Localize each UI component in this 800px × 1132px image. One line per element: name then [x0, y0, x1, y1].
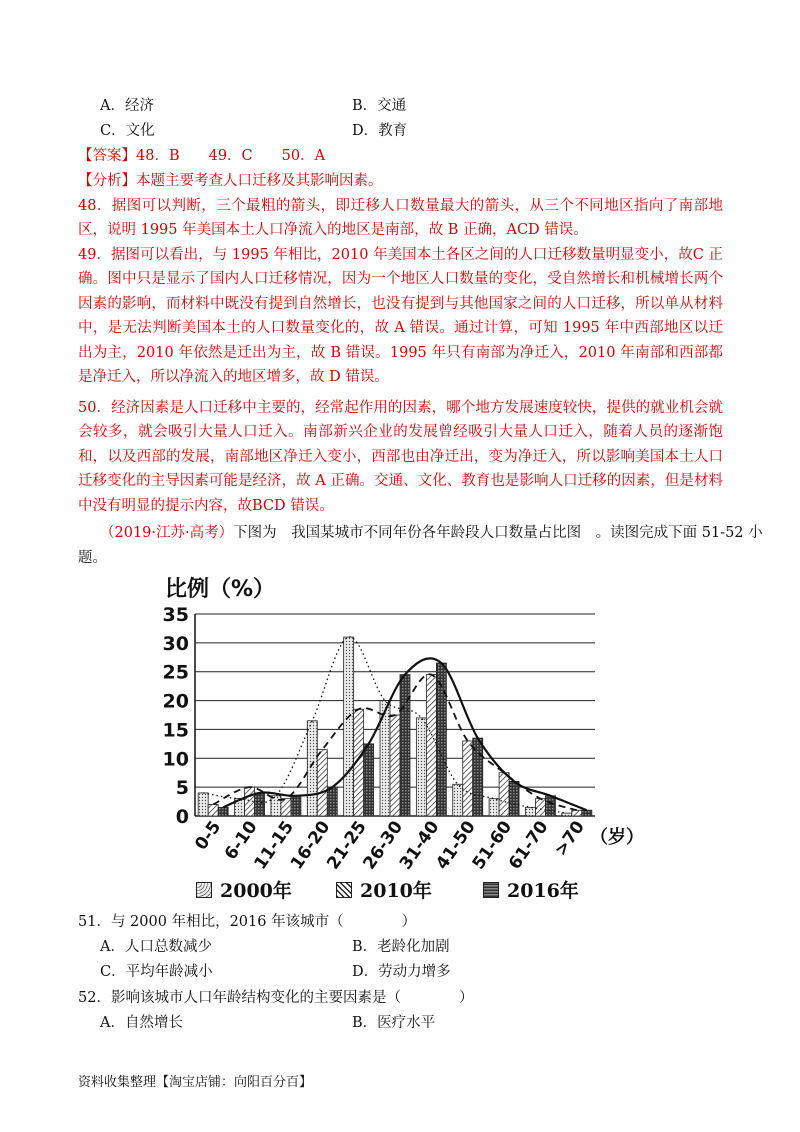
bar-2000年-31-40 [416, 718, 426, 816]
q51-option-b: B．老龄化加剧 [352, 939, 450, 955]
y-tick-label: 10 [162, 748, 189, 771]
bar-2000年-16-20 [307, 721, 317, 816]
q50-option-c: C．文化 [100, 123, 155, 139]
answer-line: 【答案】48．B 49．C 50．A [78, 148, 326, 164]
footer-note: 资料收集整理【淘宝店铺：向阳百分百】 [78, 1075, 313, 1090]
bar-2016年-51-60 [509, 781, 519, 816]
y-tick-label: 0 [175, 806, 189, 828]
x-tick-label: 26-30 [359, 817, 408, 874]
legend-2010 [336, 876, 432, 903]
x-tick-label: 41-50 [432, 817, 480, 874]
y-tick-label: 30 [162, 632, 189, 655]
x-tick-label: >70 [550, 817, 589, 860]
q52-option-b: B．医疗水平 [352, 1015, 436, 1031]
x-tick-label: 11-15 [250, 817, 299, 874]
bar-2000年->70 [562, 813, 572, 816]
explanation-49: 49．据图可以看出，与 1995 年相比，2010 年美国本土各区之间的人口迁移数量明显变小，故C 正确。图中只是显示了国内人口迁移情况，因为一个地区人口数量的变化，受自然增长和机械增长两个因素的影响，而材料中既没有提到自然增长，也没有提到与其他国家之间的人口迁移，所以单从材料中，是无法判断美国本土的人口数量变化的，故 A 错误。通过计算，可知 1995 年中西部地区以迁出为主，2010 年依然是迁出为主，故 B 错误。1995 年只有南部为净迁入，2010 年南部和西部都是净迁入，所以净流入的地区增多，故 D 错误。 [78, 247, 723, 386]
bar-2000年-41-50 [453, 784, 463, 816]
bar-2010年-26-30 [390, 715, 400, 816]
bar-2016年-11-15 [291, 796, 301, 816]
bar-2000年-61-70 [525, 807, 535, 816]
bar-2016年-61-70 [545, 796, 555, 816]
x-axis-unit: （岁） [590, 827, 644, 848]
intro-text: 下图为 我国某城市不同年份各年龄段人口数量占比图 。读图完成下面 51-52 小 [233, 525, 763, 541]
chart-title: 比例（%） [165, 577, 276, 602]
bar-2010年->70 [572, 810, 582, 816]
bar-2016年-26-30 [400, 675, 410, 816]
bar-2016年-0-5 [218, 807, 228, 816]
bar-2000年-21-25 [344, 637, 354, 816]
y-tick-label: 25 [162, 661, 189, 684]
x-tick-label: 51-60 [468, 817, 517, 874]
bar-2000年-51-60 [489, 799, 499, 816]
x-tick-label: 6-10 [220, 817, 262, 864]
intro-continuation: 题。 [78, 550, 107, 566]
bar-2016年-16-20 [327, 787, 337, 816]
q51-stem: 51．与 2000 年相比，2016 年该城市（ ） [78, 914, 417, 930]
legend-swatch-2016 [483, 882, 499, 898]
x-tick-label: 31-40 [395, 817, 444, 874]
legend-label-2016: 2016年 [507, 880, 579, 902]
bar-2016年-6-10 [255, 793, 265, 816]
bar-2010年-16-20 [317, 750, 327, 816]
y-tick-label: 5 [175, 777, 189, 800]
x-tick-label: 61-70 [504, 817, 553, 874]
q50-option-b: B．交通 [352, 98, 407, 114]
legend-swatch-2010 [336, 882, 352, 898]
explanation-48: 48．据图可以判断，三个最粗的箭头，即迁移人口数量最大的箭头，从三个不同地区指向了南部地区，说明 1995 年美国本土人口净流入的地区是南部，故 B 正确，ACD 错误。 [78, 198, 723, 239]
intro-line [100, 523, 763, 543]
q50-option-a: A．经济 [100, 98, 154, 114]
y-tick-label: 15 [162, 719, 189, 742]
x-tick-label: 16-20 [286, 817, 335, 874]
q51-option-c: C．平均年龄减小 [100, 964, 213, 980]
bar-2010年-51-60 [499, 773, 509, 816]
bar-2010年-11-15 [281, 799, 291, 816]
analysis-line: 【分析】本题主要考查人口迁移及其影响因素。 [78, 173, 383, 189]
explanation-50: 50．经济因素是人口迁移中主要的，经常起作用的因素，哪个地方发展速度较快，提供的就业机会就会较多，就会吸引大量人口迁入。南部新兴企业的发展曾经吸引大量人口迁入，随着人员的逐渐饱和，以及西部的发展，南部地区净迁入变小，西部也由净迁出，变为净迁入，所以影响美国本土人口迁移变化的主导因素可能是经济，故 A 正确。交通、文化、教育也是影响人口迁移的因素，但是材料中没有明显的提示内容，故BCD 错误。 [78, 400, 723, 514]
y-tick-label: 20 [162, 690, 189, 713]
q51-option-d: D．劳动力增多 [352, 964, 451, 980]
q50-option-d: D．教育 [352, 123, 408, 139]
legend-2016 [483, 876, 579, 903]
legend-swatch-2000 [196, 882, 212, 898]
bar-2016年-21-25 [364, 744, 374, 816]
q52-stem: 52．影响该城市人口年龄结构变化的主要因素是（ ） [78, 990, 474, 1006]
bar-2000年-0-5 [198, 793, 208, 816]
legend-2000 [196, 876, 292, 903]
intro-source: （2019·江苏·高考） [100, 525, 234, 541]
q51-option-a: A．人口总数减少 [100, 939, 212, 955]
legend-label-2010: 2010年 [360, 880, 432, 902]
x-tick-label: 21-25 [323, 817, 371, 874]
bar-2010年-31-40 [426, 675, 436, 816]
q52-option-a: A．自然增长 [100, 1015, 183, 1031]
bar-2010年-61-70 [535, 799, 545, 816]
age-structure-chart [162, 568, 644, 874]
bar-2000年-11-15 [271, 796, 281, 816]
bar-2010年-41-50 [463, 741, 473, 816]
y-tick-label: 35 [162, 604, 189, 626]
legend-label-2000: 2000年 [220, 880, 292, 902]
bar-2010年-0-5 [208, 804, 218, 816]
bar-2016年->70 [582, 810, 592, 816]
x-tick-label: 0-5 [191, 817, 226, 855]
